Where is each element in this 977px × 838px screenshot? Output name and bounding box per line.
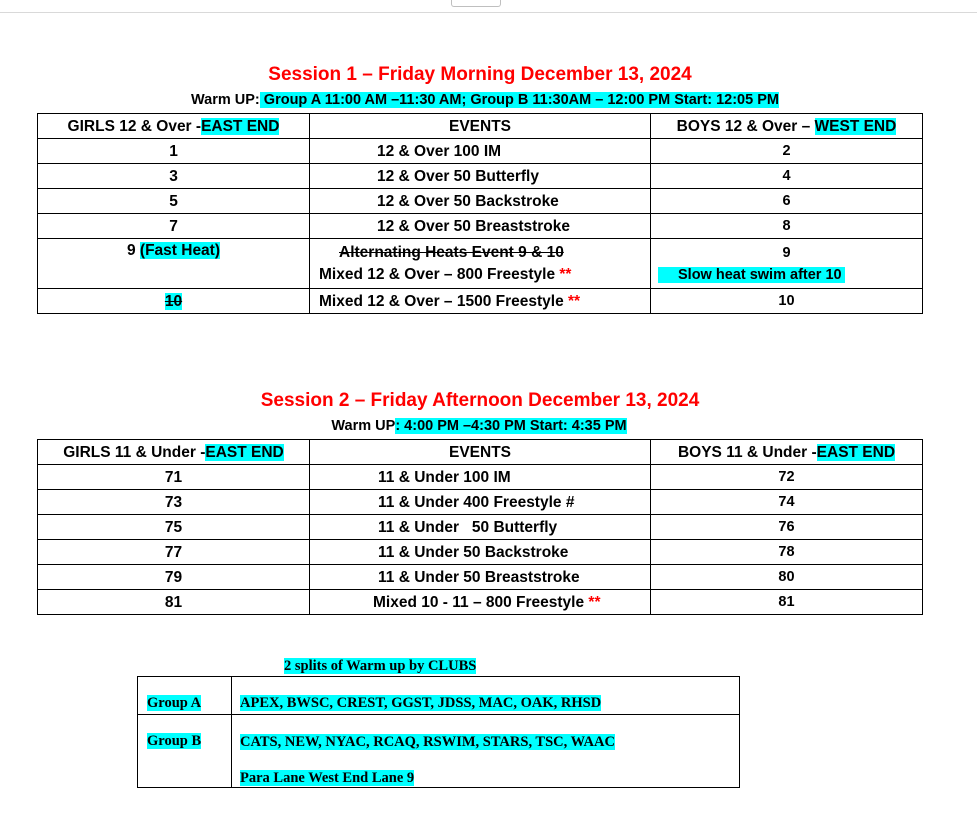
table-row [38, 565, 923, 590]
boys-event-number: 4 [651, 164, 923, 189]
session2-warmup-label: Warm UP [331, 418, 396, 434]
boys-event-number: 78 [651, 540, 923, 565]
session2-title: Session 2 – Friday Afternoon December 13, 2024 [260, 390, 700, 411]
boys-event-number: 72 [651, 465, 923, 490]
table-row-event-10 [38, 289, 923, 314]
girls-event-number: 1 [38, 139, 310, 164]
toolbar-handle[interactable] [451, 0, 501, 7]
girls-event-number: 73 [38, 490, 310, 515]
double-asterisk-mark: ** [559, 265, 572, 283]
session1-girls-header: GIRLS 12 & Over -EAST END [38, 114, 310, 139]
session1-warmup [0, 92, 970, 108]
table-row-event-9 [38, 239, 923, 289]
event-name: 12 & Over 50 Butterfly [310, 164, 651, 189]
table-row [38, 515, 923, 540]
group-clubs: APEX, BWSC, CREST, GGST, JDSS, MAC, OAK, RHSD [232, 677, 740, 715]
girls-event-number: 3 [38, 164, 310, 189]
group-label: Group B [138, 715, 232, 788]
table-row [38, 139, 923, 164]
table-row [38, 490, 923, 515]
session1-events-header: EVENTS [310, 114, 651, 139]
group-clubs: CATS, NEW, NYAC, RCAQ, RSWIM, STARS, TSC, WAAC Para Lane West End Lane 9 [232, 715, 740, 788]
fast-heat-note: (Fast Heat) [139, 242, 221, 259]
session2-boys-header: BOYS 11 & Under -EAST END [651, 440, 923, 465]
boys-west-end-badge: WEST END [814, 117, 897, 135]
event-name: 11 & Under 400 Freestyle # [310, 490, 651, 515]
event-name: 11 & Under 100 IM [310, 465, 651, 490]
session1-table [37, 113, 923, 314]
boys-event-number: 76 [651, 515, 923, 540]
event-name: 12 & Over 100 IM [310, 139, 651, 164]
table-row [38, 465, 923, 490]
event-name [310, 239, 651, 289]
warmup-group-row [138, 715, 740, 788]
girls-event-number: 71 [38, 465, 310, 490]
table-row [38, 590, 923, 615]
girls-east-end-badge: EAST END [201, 117, 280, 135]
girls-event-number: 9 (Fast Heat) [38, 239, 310, 289]
session1-boys-header: BOYS 12 & Over – WEST END [651, 114, 923, 139]
session1-warmup-label: Warm UP: [191, 92, 260, 108]
group-label: Group A [138, 677, 232, 715]
session2-girls-header: GIRLS 11 & Under -EAST END [38, 440, 310, 465]
event-name: 11 & Under 50 Breaststroke [310, 565, 651, 590]
table-row [38, 214, 923, 239]
session1-title: Session 1 – Friday Morning December 13, 2024 [268, 64, 692, 85]
alternating-heats-note: Alternating Heats Event 9 & 10 [339, 243, 564, 261]
slow-heat-note: Slow heat swim after 10 [658, 267, 845, 283]
girls-event-number: 79 [38, 565, 310, 590]
event-name: 12 & Over 50 Backstroke [310, 189, 651, 214]
boys-event-number: 9 Slow heat swim after 10 [651, 239, 923, 289]
table-row [38, 164, 923, 189]
event-name: 11 & Under 50 Butterfly [310, 515, 651, 540]
para-lane-note: Para Lane West End Lane 9 [240, 770, 415, 786]
table-row [38, 189, 923, 214]
warmup-splits-table [137, 676, 740, 788]
boys-event-number: 10 [651, 289, 923, 314]
boys-event-number: 6 [651, 189, 923, 214]
document-top-toolbar [0, 0, 977, 13]
girls-event-number: 77 [38, 540, 310, 565]
event-name: 12 & Over 50 Breaststroke [310, 214, 651, 239]
girls-east-end-badge: EAST END [205, 443, 284, 461]
warmup-group-row [138, 677, 740, 715]
table-row [38, 540, 923, 565]
double-asterisk-mark: ** [568, 292, 581, 310]
girls-event-number: 75 [38, 515, 310, 540]
boys-event-number: 80 [651, 565, 923, 590]
girls-event-number: 7 [38, 214, 310, 239]
session2-warmup [0, 418, 964, 434]
girls-event-number: 81 [38, 590, 310, 615]
event-name: 11 & Under 50 Backstroke [310, 540, 651, 565]
session2-warmup-times: : 4:00 PM –4:30 PM Start: 4:35 PM [395, 418, 627, 434]
session1-header-row [38, 114, 923, 139]
session1-warmup-times: Group A 11:00 AM –11:30 AM; Group B 11:30AM – 12:00 PM Start: 12:05 PM [259, 92, 779, 108]
boys-event-number: 8 [651, 214, 923, 239]
warmup-splits-title: 2 splits of Warm up by CLUBS [284, 658, 477, 674]
girls-event-number: 10 [38, 289, 310, 314]
event-name: Mixed 12 & Over – 1500 Freestyle ** [310, 289, 651, 314]
double-asterisk-mark: ** [588, 593, 601, 611]
session2-events-header: EVENTS [310, 440, 651, 465]
girls-event-number: 5 [38, 189, 310, 214]
boys-event-number: 2 [651, 139, 923, 164]
event-name: Mixed 10 - 11 – 800 Freestyle ** [310, 590, 651, 615]
boys-east-end-badge: EAST END [816, 443, 896, 461]
session2-header-row [38, 440, 923, 465]
boys-event-number: 74 [651, 490, 923, 515]
session2-table [37, 439, 923, 615]
event-name-line2: Mixed 12 & Over – 800 Freestyle ** [319, 265, 572, 283]
boys-event-number: 81 [651, 590, 923, 615]
